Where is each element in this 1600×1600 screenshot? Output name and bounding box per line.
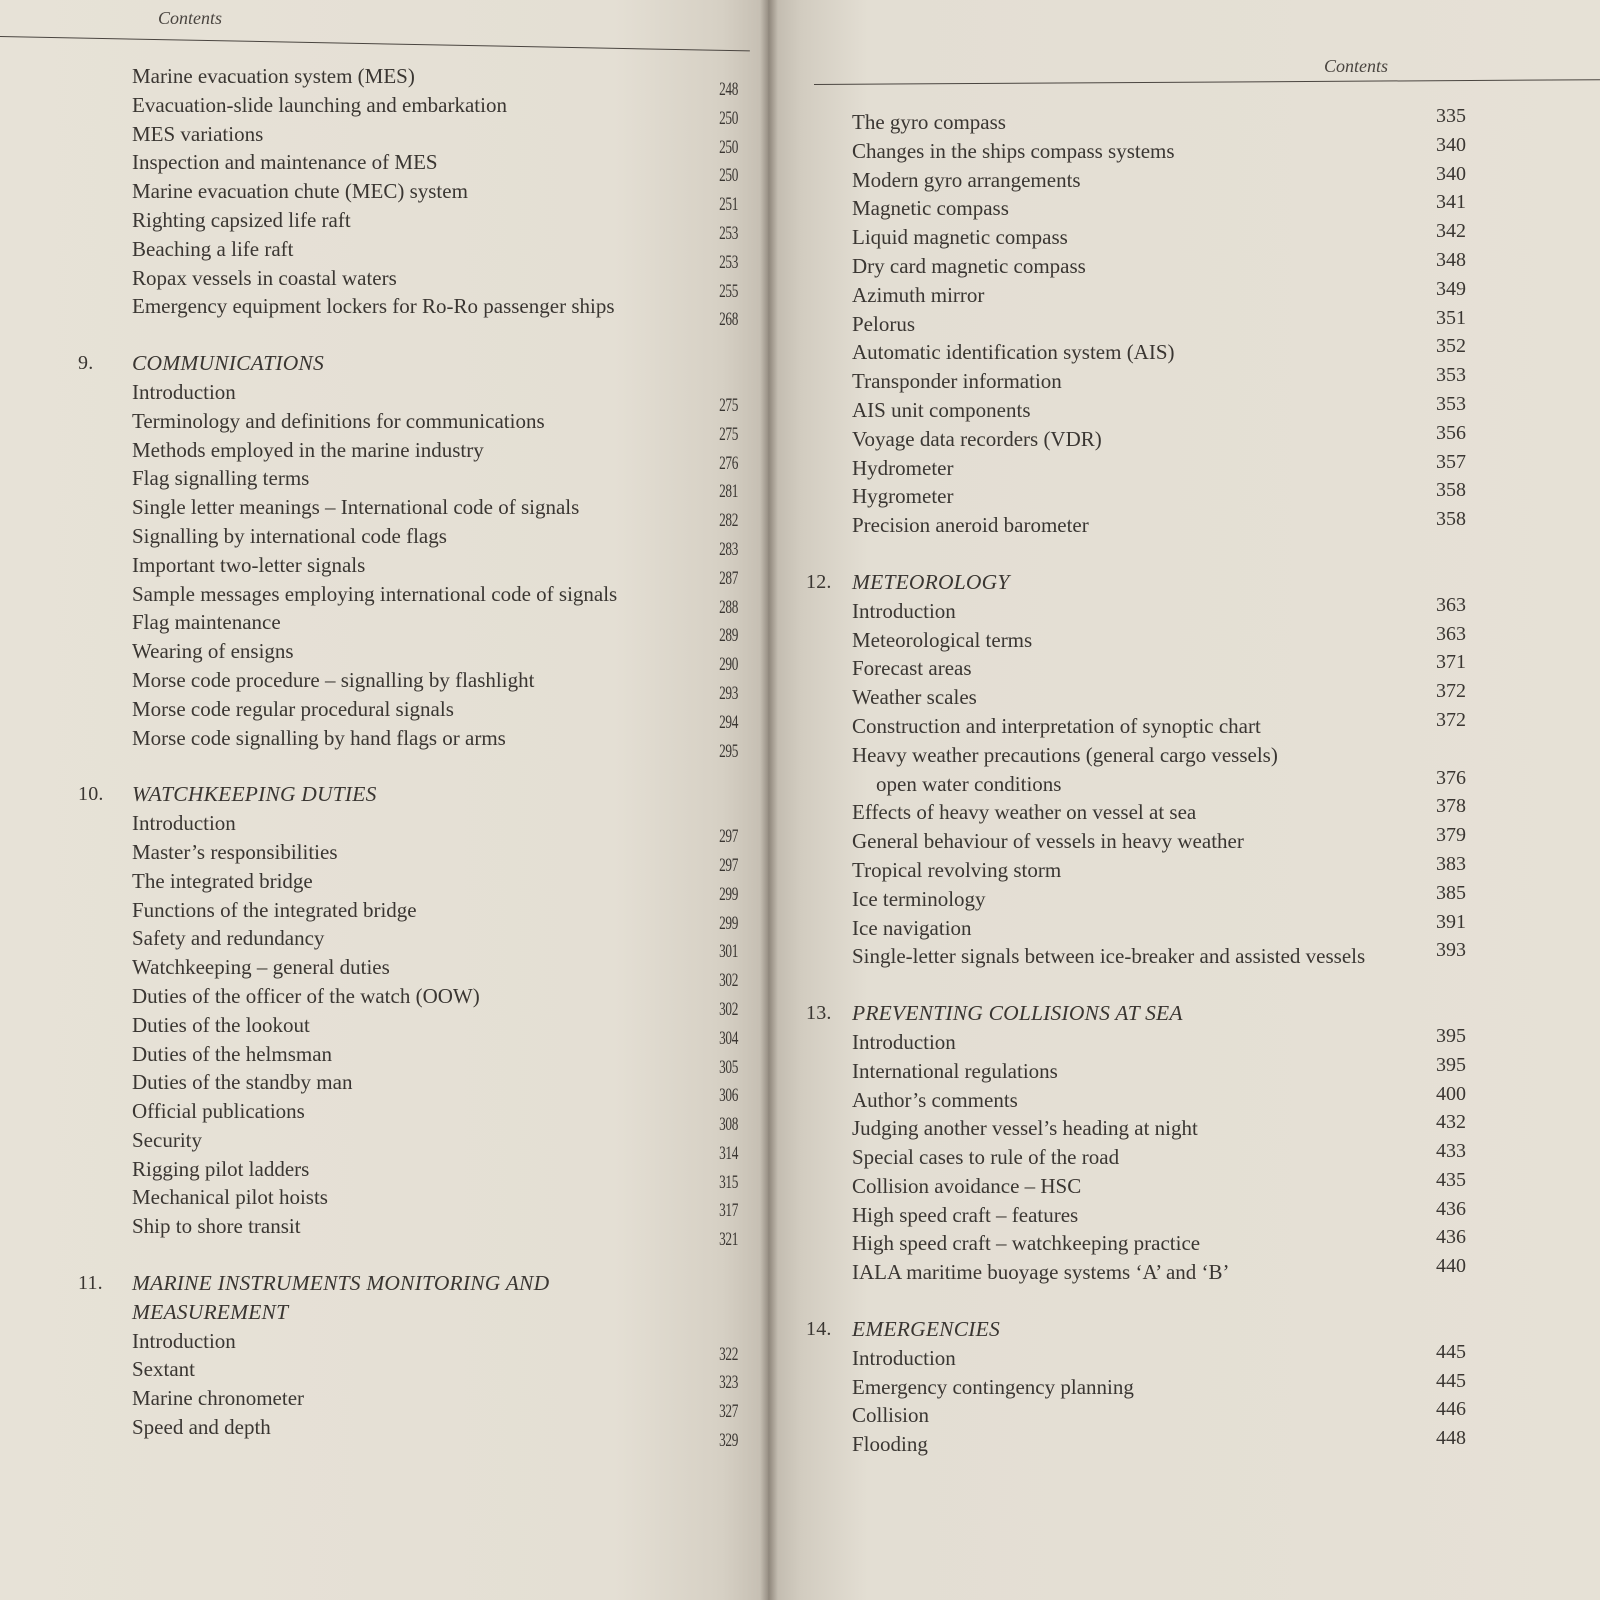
entry-title: Magnetic compass xyxy=(852,196,1009,221)
toc-entry xyxy=(768,741,1600,770)
section-spacer xyxy=(0,752,768,780)
toc-entry xyxy=(0,1355,768,1394)
chapter-number: 11. xyxy=(78,1272,103,1295)
entry-page-number: 432 xyxy=(1436,1111,1466,1134)
entry-page-number: 376 xyxy=(1436,766,1466,789)
entry-page-number: 448 xyxy=(1436,1427,1466,1450)
entry-title: High speed craft – features xyxy=(852,1202,1079,1227)
entry-page-number: 314 xyxy=(719,1142,738,1164)
toc-entry xyxy=(768,1082,1600,1115)
chapter-title: MARINE INSTRUMENTS MONITORING AND xyxy=(132,1271,550,1296)
entry-title: Voyage data recorders (VDR) xyxy=(852,426,1102,451)
entry-title: Judging another vessel’s heading at night xyxy=(852,1116,1198,1141)
entry-title: Ice terminology xyxy=(852,886,986,911)
toc-entry xyxy=(0,148,768,187)
entry-page-number: 342 xyxy=(1436,220,1466,243)
entry-title: Precision aneroid barometer xyxy=(852,513,1089,538)
toc-entry xyxy=(0,695,768,733)
entry-title: Tropical revolving storm xyxy=(852,857,1062,882)
entry-page-number: 250 xyxy=(719,136,738,158)
toc-entry xyxy=(0,1011,768,1049)
toc-entry xyxy=(0,953,768,992)
toc-entry xyxy=(0,551,768,589)
toc-entry xyxy=(768,622,1600,655)
entry-title: High speed craft – watchkeeping practice xyxy=(852,1231,1201,1256)
entry-page-number: 250 xyxy=(719,107,738,129)
entry-title: Security xyxy=(132,1127,202,1152)
toc-entry xyxy=(0,896,768,934)
toc-entry xyxy=(768,392,1600,425)
chapter-heading xyxy=(0,349,768,378)
right-page xyxy=(768,0,1600,1600)
chapter-heading xyxy=(768,568,1600,597)
toc-entry xyxy=(0,493,768,532)
section-spacer xyxy=(768,1287,1600,1315)
toc-entry xyxy=(0,522,768,560)
toc-entry xyxy=(768,881,1600,914)
entry-title: The integrated bridge xyxy=(132,868,313,893)
entry-page-number: 353 xyxy=(1436,392,1466,415)
entry-title: Ice navigation xyxy=(852,915,972,940)
entry-title: open water conditions xyxy=(876,771,1062,796)
entry-title: Ropax vessels in coastal waters xyxy=(132,265,397,290)
entry-page-number: 340 xyxy=(1436,162,1466,185)
chapter-number: 14. xyxy=(806,1318,832,1341)
entry-title: Introduction xyxy=(852,1029,956,1054)
toc-entry xyxy=(768,133,1600,166)
entry-title: Weather scales xyxy=(852,685,977,710)
toc-entry xyxy=(0,838,768,876)
entry-page-number: 348 xyxy=(1436,248,1466,271)
entry-title: Transponder information xyxy=(852,369,1062,394)
entry-page-number: 315 xyxy=(719,1171,738,1193)
toc-entry xyxy=(0,1413,768,1452)
right-contents-list xyxy=(768,105,1600,1459)
left-contents-list xyxy=(0,62,768,1452)
entry-title: Morse code signalling by hand flags or arms xyxy=(132,725,506,750)
entry-page-number: 445 xyxy=(1436,1340,1466,1363)
toc-entry xyxy=(768,1427,1600,1459)
entry-title: Changes in the ships compass systems xyxy=(852,138,1175,163)
entry-page-number: 275 xyxy=(719,394,738,416)
entry-page-number: 371 xyxy=(1436,651,1466,674)
entry-title: Duties of the lookout xyxy=(132,1012,310,1037)
entry-title: Duties of the officer of the watch (OOW) xyxy=(132,983,480,1008)
toc-entry xyxy=(0,1097,768,1136)
toc-entry xyxy=(0,580,768,618)
entry-title: Signalling by international code flags xyxy=(132,523,447,548)
entry-title: Pelorus xyxy=(852,311,915,336)
toc-entry xyxy=(0,91,768,129)
entry-title: Duties of the standby man xyxy=(132,1070,353,1095)
toc-entry xyxy=(0,1327,768,1365)
entry-page-number: 446 xyxy=(1436,1398,1466,1421)
entry-page-number: 290 xyxy=(719,654,738,676)
chapter-heading xyxy=(768,999,1600,1028)
entry-page-number: 383 xyxy=(1436,852,1466,875)
toc-entry xyxy=(768,1168,1600,1201)
toc-entry xyxy=(768,651,1600,683)
book-gutter xyxy=(760,0,778,1600)
entry-page-number: 301 xyxy=(719,941,738,963)
toc-entry xyxy=(768,1197,1600,1230)
chapter-title: METEOROLOGY xyxy=(852,569,1010,594)
chapter-number: 10. xyxy=(78,783,104,806)
entry-title: Effects of heavy weather on vessel at sea xyxy=(852,800,1197,825)
entry-title: Sextant xyxy=(132,1357,195,1382)
toc-entry xyxy=(0,264,768,302)
entry-title: Collision xyxy=(852,1403,930,1428)
toc-entry xyxy=(768,508,1600,540)
chapter-heading xyxy=(0,1269,768,1298)
entry-title: The gyro compass xyxy=(852,110,1006,134)
toc-entry xyxy=(768,248,1600,281)
entry-title: IALA maritime buoyage systems ‘A’ and ‘B’ xyxy=(852,1260,1230,1285)
entry-page-number: 293 xyxy=(719,682,738,704)
right-running-head: Contents xyxy=(1324,56,1389,76)
toc-entry xyxy=(768,795,1600,827)
toc-entry xyxy=(768,105,1600,137)
entry-page-number: 436 xyxy=(1436,1226,1466,1249)
entry-page-number: 340 xyxy=(1436,133,1466,156)
entry-page-number: 321 xyxy=(719,1229,738,1251)
toc-entry xyxy=(768,1140,1600,1172)
toc-entry xyxy=(0,436,768,474)
entry-title: Sample messages employing international code of signals xyxy=(132,581,618,606)
entry-page-number: 297 xyxy=(719,854,738,876)
toc-entry xyxy=(0,235,768,273)
entry-page-number: 393 xyxy=(1436,939,1466,962)
chapter-title: MEASUREMENT xyxy=(132,1299,289,1324)
entry-page-number: 363 xyxy=(1436,593,1466,616)
entry-page-number: 357 xyxy=(1436,450,1466,473)
entry-title: Wearing of ensigns xyxy=(132,639,294,664)
chapter-title: COMMUNICATIONS xyxy=(132,351,324,376)
entry-title: Methods employed in the marine industry xyxy=(132,437,484,462)
toc-entry xyxy=(0,1384,768,1423)
entry-page-number: 349 xyxy=(1436,277,1466,300)
entry-title: Emergency contingency planning xyxy=(852,1374,1134,1399)
entry-page-number: 372 xyxy=(1436,708,1466,731)
toc-entry xyxy=(768,852,1600,885)
toc-entry xyxy=(0,608,768,647)
chapter-title: EMERGENCIES xyxy=(852,1317,1000,1342)
toc-entry xyxy=(768,421,1600,454)
toc-entry xyxy=(0,724,768,762)
entry-page-number: 322 xyxy=(719,1343,738,1365)
toc-entry xyxy=(768,1024,1600,1057)
entry-title: Forecast areas xyxy=(852,656,972,681)
toc-entry xyxy=(768,824,1600,856)
entry-title: Beaching a life raft xyxy=(132,236,294,261)
entry-title: Azimuth mirror xyxy=(852,282,985,307)
toc-entry xyxy=(0,292,768,331)
toc-entry xyxy=(0,378,768,416)
entry-title: Duties of the helmsman xyxy=(132,1041,333,1066)
entry-page-number: 305 xyxy=(719,1056,738,1078)
entry-page-number: 295 xyxy=(719,740,738,762)
entry-page-number: 283 xyxy=(719,538,738,560)
entry-title: Single-letter signals between ice-breaker and assisted vessels xyxy=(852,944,1366,969)
entry-page-number: 306 xyxy=(719,1085,738,1107)
entry-title: Emergency equipment lockers for Ro-Ro passenger ships xyxy=(132,294,615,319)
entry-page-number: 391 xyxy=(1436,910,1466,933)
toc-entry xyxy=(768,708,1600,741)
toc-entry xyxy=(768,766,1600,799)
entry-title: Important two-letter signals xyxy=(132,552,366,577)
chapter-number: 12. xyxy=(806,570,832,593)
toc-entry xyxy=(768,220,1600,252)
entry-page-number: 294 xyxy=(719,711,738,733)
entry-page-number: 275 xyxy=(719,423,738,445)
toc-entry xyxy=(768,1369,1600,1402)
left-page xyxy=(0,0,768,1600)
toc-entry xyxy=(768,1226,1600,1258)
entry-page-number: 358 xyxy=(1436,508,1466,531)
toc-entry xyxy=(0,1068,768,1107)
entry-title: AIS unit components xyxy=(852,397,1031,422)
entry-title: International regulations xyxy=(852,1058,1058,1083)
entry-page-number: 299 xyxy=(719,912,738,934)
entry-title: Speed and depth xyxy=(132,1415,271,1440)
toc-entry xyxy=(0,637,768,676)
section-spacer xyxy=(768,540,1600,568)
entry-title: Flooding xyxy=(852,1432,928,1457)
entry-page-number: 253 xyxy=(719,251,738,273)
entry-title: Terminology and definitions for communications xyxy=(132,408,545,433)
toc-entry xyxy=(0,464,768,503)
toc-entry xyxy=(768,1255,1600,1287)
entry-title: Special cases to rule of the road xyxy=(852,1145,1120,1170)
entry-title: Functions of the integrated bridge xyxy=(132,897,417,922)
entry-title: Collision avoidance – HSC xyxy=(852,1173,1082,1198)
chapter-title: WATCHKEEPING DUTIES xyxy=(132,782,377,807)
toc-entry xyxy=(0,1040,768,1078)
toc-entry xyxy=(0,1212,768,1251)
entry-title: Single letter meanings – International code of signals xyxy=(132,495,580,520)
chapter-heading xyxy=(0,780,768,809)
entry-page-number: 253 xyxy=(719,222,738,244)
entry-page-number: 317 xyxy=(719,1200,738,1222)
toc-entry xyxy=(768,680,1600,712)
entry-page-number: 323 xyxy=(719,1372,738,1394)
toc-entry xyxy=(0,62,768,100)
entry-page-number: 297 xyxy=(719,826,738,848)
entry-page-number: 302 xyxy=(719,998,738,1020)
entry-page-number: 363 xyxy=(1436,622,1466,645)
entry-title: Rigging pilot ladders xyxy=(132,1156,310,1181)
entry-page-number: 445 xyxy=(1436,1369,1466,1392)
entry-page-number: 436 xyxy=(1436,1197,1466,1220)
entry-page-number: 385 xyxy=(1436,881,1466,904)
entry-title: Author’s comments xyxy=(852,1087,1018,1112)
right-header-rule xyxy=(814,79,1600,85)
entry-page-number: 372 xyxy=(1436,680,1466,703)
toc-entry xyxy=(768,364,1600,396)
toc-entry xyxy=(768,939,1600,971)
chapter-title: PREVENTING COLLISIONS AT SEA xyxy=(852,1001,1183,1026)
chapter-heading xyxy=(768,1315,1600,1344)
entry-title: Introduction xyxy=(852,598,956,623)
toc-entry xyxy=(768,277,1600,310)
entry-title: Morse code procedure – signalling by flashlight xyxy=(132,667,535,692)
entry-page-number: 248 xyxy=(719,79,738,100)
entry-page-number: 358 xyxy=(1436,479,1466,502)
chapter-number: 9. xyxy=(78,352,94,375)
chapter-number: 13. xyxy=(806,1002,832,1025)
entry-page-number: 282 xyxy=(719,510,738,532)
entry-title: Flag signalling terms xyxy=(132,466,310,491)
entry-title: Evacuation-slide launching and embarkation xyxy=(132,92,507,117)
toc-entry xyxy=(768,910,1600,943)
entry-page-number: 287 xyxy=(719,567,738,589)
entry-title: General behaviour of vessels in heavy weather xyxy=(852,829,1244,854)
entry-title: Inspection and maintenance of MES xyxy=(132,150,438,175)
toc-entry xyxy=(0,867,768,905)
entry-page-number: 351 xyxy=(1436,306,1466,329)
entry-title: Hygrometer xyxy=(852,484,954,509)
toc-entry xyxy=(0,924,768,963)
entry-title: Mechanical pilot hoists xyxy=(132,1185,328,1210)
toc-entry xyxy=(768,1053,1600,1086)
entry-title: Morse code regular procedural signals xyxy=(132,696,454,721)
entry-title: Modern gyro arrangements xyxy=(852,167,1081,192)
toc-entry xyxy=(768,1111,1600,1143)
left-running-head: Contents xyxy=(158,8,223,28)
entry-page-number: 440 xyxy=(1436,1255,1466,1278)
toc-entry xyxy=(768,593,1600,626)
entry-title: Flag maintenance xyxy=(132,610,281,635)
entry-title: MES variations xyxy=(132,121,264,146)
entry-page-number: 378 xyxy=(1436,795,1466,818)
entry-title: Introduction xyxy=(132,1328,236,1353)
entry-title: Marine chronometer xyxy=(132,1386,305,1411)
entry-page-number: 289 xyxy=(719,625,738,647)
toc-entry xyxy=(0,177,768,216)
entry-page-number: 255 xyxy=(719,280,738,302)
entry-page-number: 302 xyxy=(719,970,738,992)
entry-page-number: 435 xyxy=(1436,1168,1466,1191)
toc-entry xyxy=(768,162,1600,195)
section-spacer xyxy=(0,1241,768,1269)
toc-entry xyxy=(0,982,768,1020)
toc-entry xyxy=(0,1126,768,1164)
left-header-rule xyxy=(0,36,750,51)
entry-title: Marine evacuation chute (MEC) system xyxy=(132,179,468,204)
section-spacer xyxy=(0,321,768,349)
entry-title: Heavy weather precautions (general cargo vessels) xyxy=(852,742,1278,767)
entry-page-number: 341 xyxy=(1436,191,1466,214)
entry-page-number: 250 xyxy=(719,165,738,187)
entry-page-number: 276 xyxy=(719,452,738,474)
entry-title: Automatic identification system (AIS) xyxy=(852,340,1175,365)
entry-title: Marine evacuation system (MES) xyxy=(132,64,415,88)
toc-entry xyxy=(768,479,1600,511)
entry-page-number: 308 xyxy=(719,1114,738,1136)
entry-title: Construction and interpretation of synoptic chart xyxy=(852,713,1261,738)
entry-page-number: 379 xyxy=(1436,824,1466,847)
section-spacer xyxy=(768,971,1600,999)
entry-title: Hydrometer xyxy=(852,455,954,480)
entry-page-number: 281 xyxy=(719,481,738,503)
toc-entry xyxy=(768,450,1600,483)
entry-title: Dry card magnetic compass xyxy=(852,253,1086,278)
entry-page-number: 327 xyxy=(719,1401,738,1423)
entry-page-number: 356 xyxy=(1436,421,1466,444)
entry-page-number: 329 xyxy=(719,1430,738,1452)
toc-entry xyxy=(768,1340,1600,1373)
chapter-heading-continued xyxy=(0,1298,768,1327)
entry-title: Liquid magnetic compass xyxy=(852,225,1068,250)
entry-page-number: 395 xyxy=(1436,1024,1466,1047)
entry-page-number: 353 xyxy=(1436,364,1466,387)
entry-page-number: 433 xyxy=(1436,1140,1466,1163)
toc-entry xyxy=(0,120,768,158)
entry-page-number: 268 xyxy=(719,309,738,331)
entry-title: Introduction xyxy=(132,379,236,404)
toc-entry xyxy=(768,335,1600,367)
entry-page-number: 304 xyxy=(719,1027,738,1049)
entry-title: Introduction xyxy=(132,811,236,836)
entry-page-number: 251 xyxy=(719,194,738,216)
toc-entry xyxy=(0,666,768,704)
entry-title: Introduction xyxy=(852,1345,956,1370)
entry-title: Official publications xyxy=(132,1099,305,1124)
toc-entry xyxy=(768,1398,1600,1430)
toc-entry xyxy=(768,191,1600,223)
toc-entry xyxy=(768,306,1600,339)
toc-entry xyxy=(0,809,768,848)
entry-page-number: 335 xyxy=(1436,105,1466,127)
entry-page-number: 400 xyxy=(1436,1082,1466,1105)
entry-title: Meteorological terms xyxy=(852,627,1033,652)
toc-entry xyxy=(0,1183,768,1222)
toc-entry xyxy=(0,206,768,244)
entry-page-number: 299 xyxy=(719,883,738,905)
entry-title: Ship to shore transit xyxy=(132,1214,301,1239)
entry-page-number: 395 xyxy=(1436,1053,1466,1076)
entry-title: Watchkeeping – general duties xyxy=(132,955,390,980)
entry-page-number: 352 xyxy=(1436,335,1466,358)
toc-entry xyxy=(0,1155,768,1193)
entry-page-number: 288 xyxy=(719,596,738,618)
entry-title: Righting capsized life raft xyxy=(132,207,351,232)
toc-entry xyxy=(0,407,768,445)
entry-title: Master’s responsibilities xyxy=(132,839,338,864)
entry-title: Safety and redundancy xyxy=(132,926,325,951)
